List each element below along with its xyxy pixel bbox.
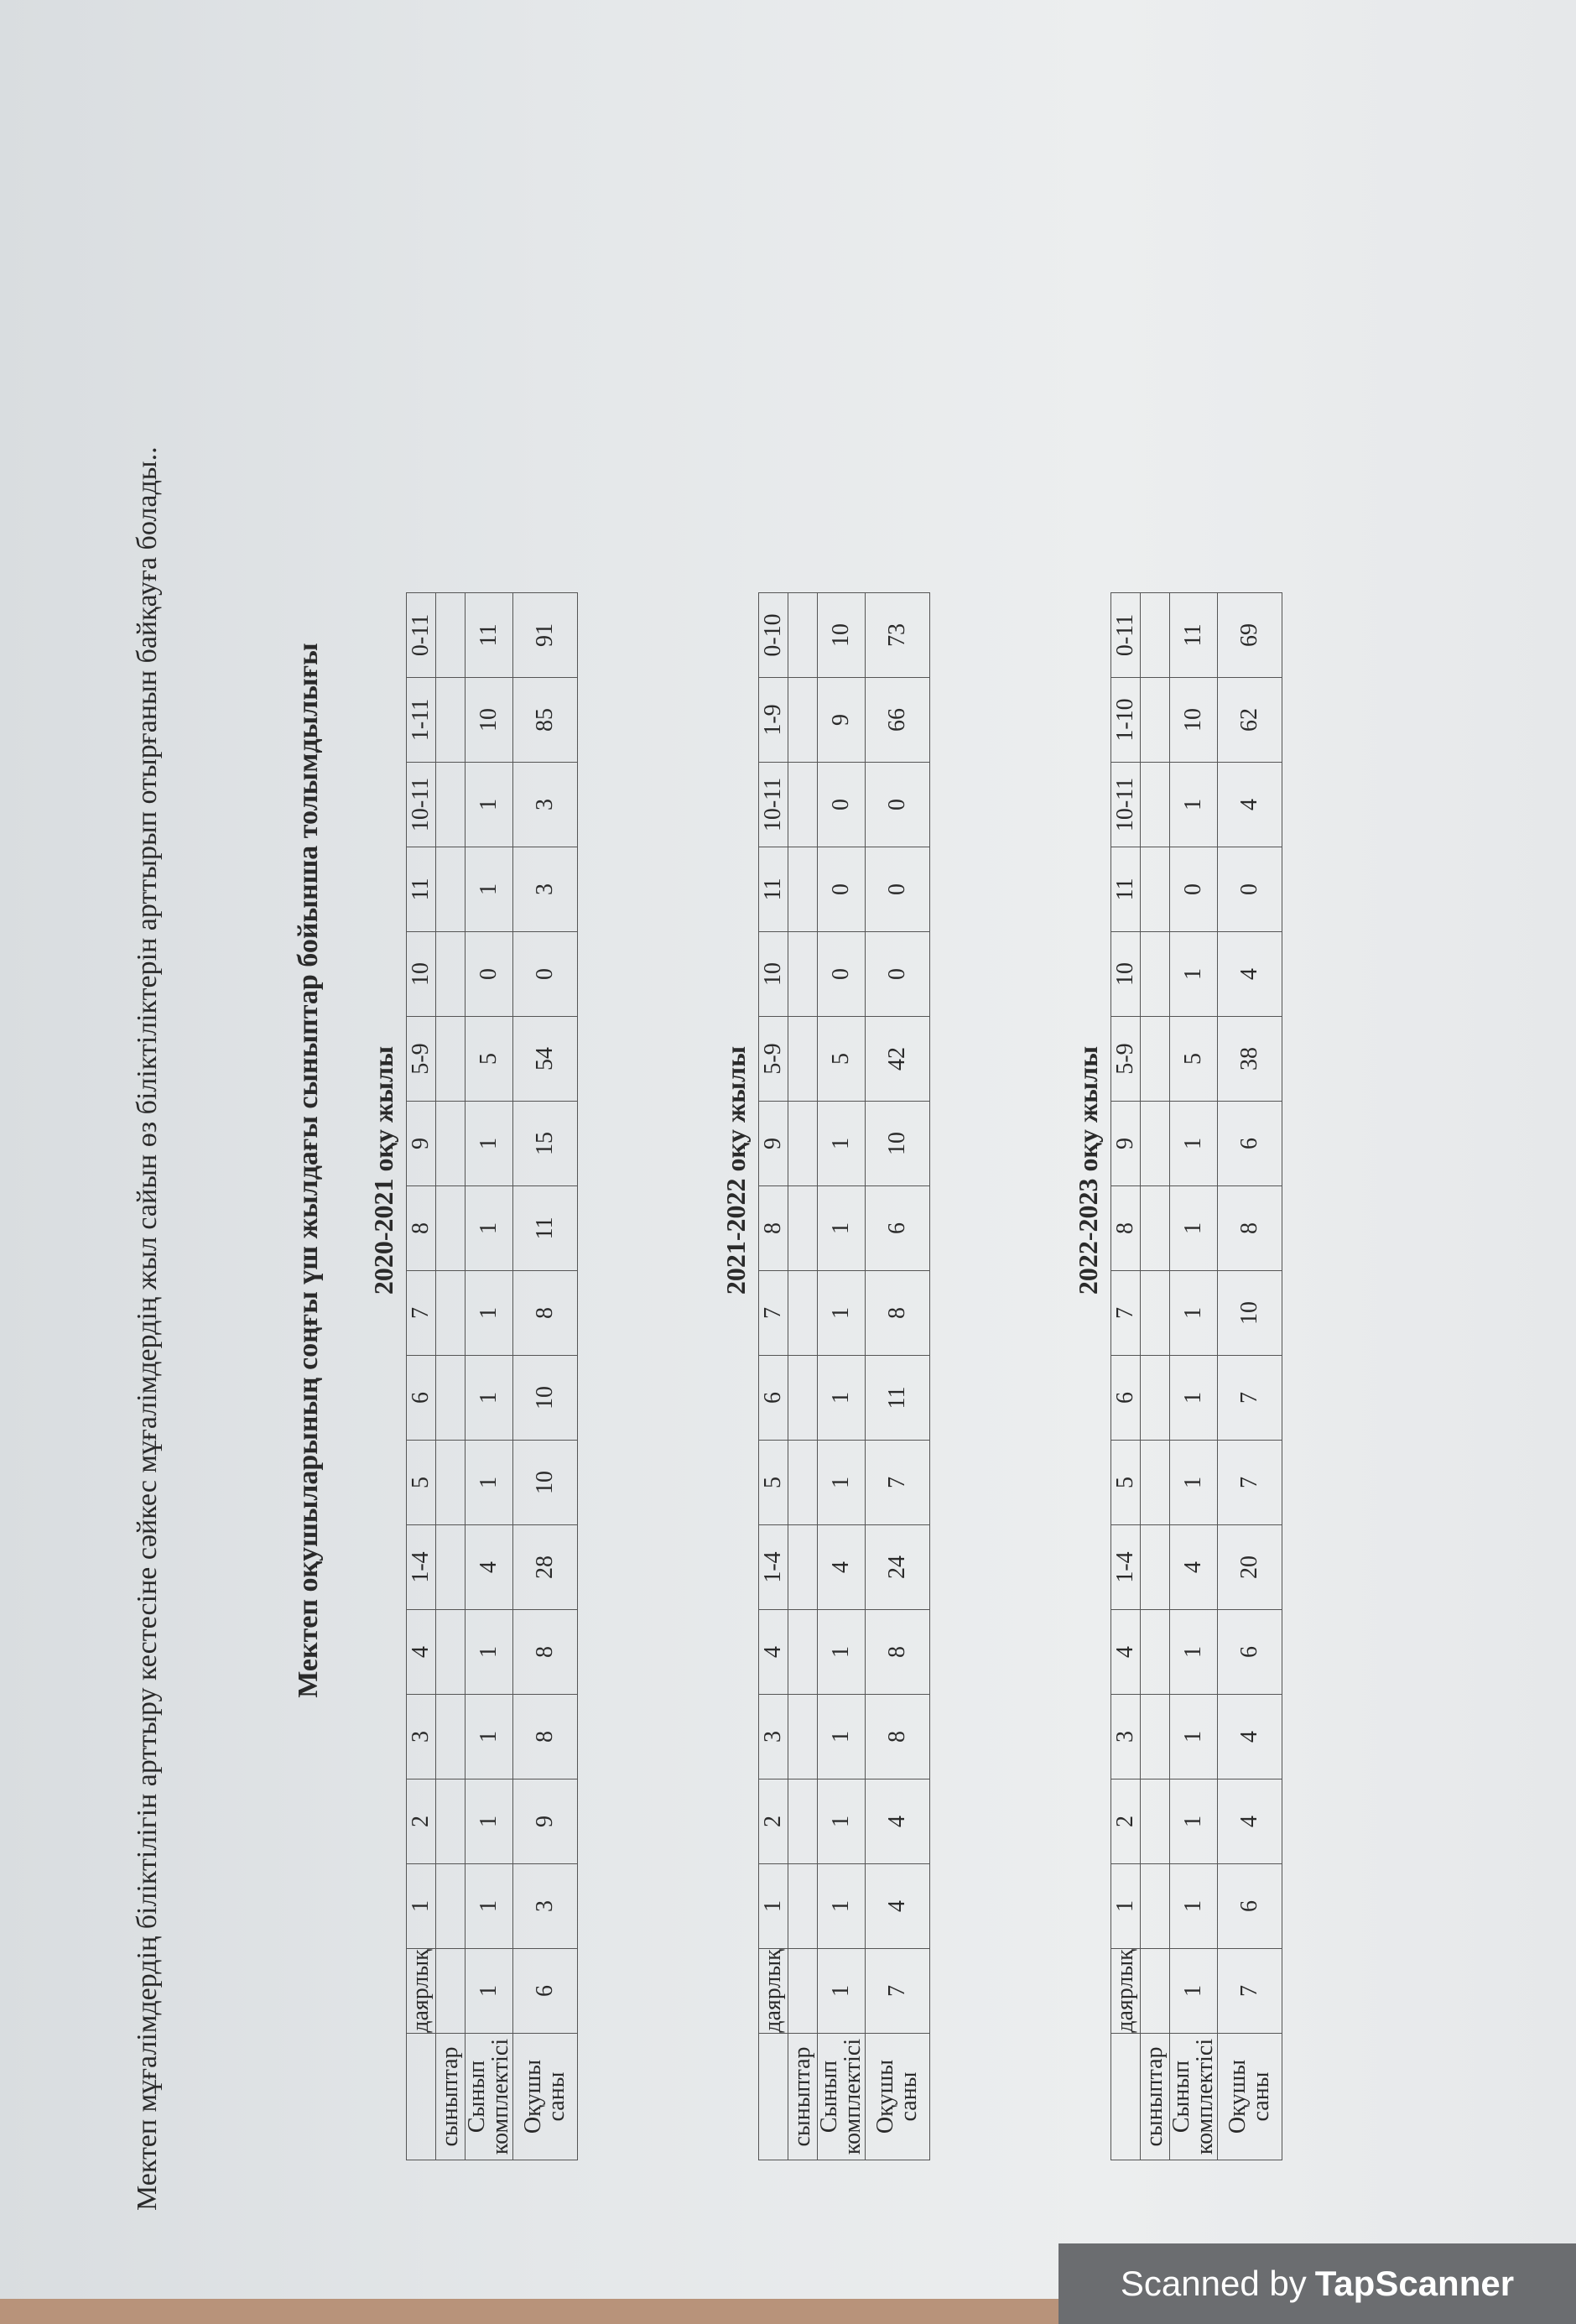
header-cell: 4	[407, 1610, 436, 1695]
complect-cell	[788, 1610, 818, 1695]
complect-cell: 1	[818, 1441, 866, 1525]
students-table-2020	[406, 592, 578, 2160]
header-cell: 10	[759, 932, 788, 1017]
header-cell: 10-11	[759, 763, 788, 847]
students-cell: 0	[866, 763, 930, 847]
complect-cell	[788, 1102, 818, 1186]
students-cell: 73	[866, 593, 930, 678]
complect-cell	[436, 1779, 466, 1864]
students-cell: 6	[1218, 1610, 1282, 1695]
header-cell: 5	[759, 1441, 788, 1525]
students-cell: 7	[866, 1441, 930, 1525]
complect-cell	[436, 1102, 466, 1186]
complect-cell: 1	[466, 1949, 513, 2034]
header-cell: 9	[759, 1102, 788, 1186]
complect-cell: 1	[1170, 1949, 1218, 2034]
students-table-2022	[1110, 592, 1282, 2160]
corner-cell	[759, 2034, 788, 2160]
complect-cell: 0	[818, 847, 866, 932]
students-cell: 3	[513, 763, 578, 847]
header-cell: 11	[1111, 847, 1141, 932]
complect-cell: 1	[1170, 932, 1218, 1017]
students-cell: 28	[513, 1525, 578, 1610]
students-cell: 20	[1218, 1525, 1282, 1610]
students-cell: 9	[513, 1779, 578, 1864]
complect-cell	[436, 763, 466, 847]
students-cell: 66	[866, 678, 930, 763]
complect-cell	[1141, 1949, 1170, 2034]
students-cell: 38	[1218, 1017, 1282, 1102]
students-cell: 8	[513, 1610, 578, 1695]
intro-text: Мектеп мұғалімдердің біліктілігін арттыру кестесіне сәйкес мұғалімдердің жыл сайын өз біліктіліктерін арттырып отырғанын байқауға болады..	[132, 446, 163, 2211]
complect-cell	[436, 1610, 466, 1695]
students-cell: 0	[866, 847, 930, 932]
table-row	[788, 593, 818, 2160]
complect-cell	[1141, 1017, 1170, 1102]
complect-cell	[788, 1695, 818, 1779]
header-cell: 10-11	[407, 763, 436, 847]
students-cell: 3	[513, 1864, 578, 1949]
students-cell: 6	[866, 1186, 930, 1271]
header-cell: 1	[1111, 1864, 1141, 1949]
complect-cell	[788, 1271, 818, 1356]
complect-cell: 1	[466, 1102, 513, 1186]
complect-cell: 1	[818, 1779, 866, 1864]
complect-cell: 1	[466, 1610, 513, 1695]
rotated-content	[117, 80, 1525, 2261]
complect-cell	[436, 1525, 466, 1610]
complect-cell: 1	[466, 1271, 513, 1356]
complect-cell: 1	[466, 1356, 513, 1441]
students-cell: 3	[513, 847, 578, 932]
students-cell: 7	[1218, 1949, 1282, 2034]
complect-cell: 10	[1170, 678, 1218, 763]
complect-cell: 10	[466, 678, 513, 763]
complect-cell: 1	[1170, 1610, 1218, 1695]
complect-cell	[1141, 932, 1170, 1017]
complect-cell: 1	[466, 1186, 513, 1271]
header-cell: 11	[407, 847, 436, 932]
complect-cell: 0	[466, 932, 513, 1017]
row-label: сыныптар	[1141, 2034, 1170, 2160]
complect-cell: 5	[466, 1017, 513, 1102]
complect-cell	[1141, 1610, 1170, 1695]
header-cell: 8	[1111, 1186, 1141, 1271]
students-cell: 7	[1218, 1441, 1282, 1525]
students-cell: 4	[866, 1779, 930, 1864]
complect-cell: 1	[1170, 1441, 1218, 1525]
row-label: Сынып комплектісі	[818, 2034, 866, 2160]
header-cell: 2	[407, 1779, 436, 1864]
complect-cell	[788, 593, 818, 678]
year-title-2022: 2022-2023 оқу жылы	[1073, 1045, 1103, 1295]
header-cell: 2	[759, 1779, 788, 1864]
complect-cell	[788, 678, 818, 763]
complect-cell: 1	[818, 1864, 866, 1949]
complect-cell	[436, 678, 466, 763]
header-cell: 10	[407, 932, 436, 1017]
table-header-row	[759, 593, 788, 2160]
students-cell: 8	[866, 1271, 930, 1356]
complect-cell: 1	[466, 1779, 513, 1864]
header-cell: даярлық	[1111, 1949, 1141, 2034]
complect-cell: 1	[818, 1186, 866, 1271]
complect-cell: 5	[1170, 1017, 1218, 1102]
complect-cell: 4	[818, 1525, 866, 1610]
complect-cell: 1	[1170, 1864, 1218, 1949]
students-cell: 91	[513, 593, 578, 678]
complect-cell	[788, 932, 818, 1017]
complect-cell: 1	[818, 1102, 866, 1186]
complect-cell	[1141, 593, 1170, 678]
students-cell: 4	[1218, 932, 1282, 1017]
students-cell: 8	[513, 1271, 578, 1356]
complect-cell: 1	[1170, 1779, 1218, 1864]
students-cell: 0	[866, 932, 930, 1017]
complect-cell	[1141, 1102, 1170, 1186]
header-cell: 1-9	[759, 678, 788, 763]
students-cell: 6	[513, 1949, 578, 2034]
students-table-2021	[758, 592, 930, 2160]
complect-cell: 9	[818, 678, 866, 763]
complect-cell: 1	[818, 1695, 866, 1779]
complect-cell	[788, 1356, 818, 1441]
students-cell: 8	[866, 1610, 930, 1695]
complect-cell: 4	[1170, 1525, 1218, 1610]
students-cell: 8	[1218, 1186, 1282, 1271]
table-row	[866, 593, 930, 2160]
complect-cell	[436, 932, 466, 1017]
header-cell: 5-9	[1111, 1017, 1141, 1102]
complect-cell	[1141, 1695, 1170, 1779]
complect-cell: 1	[1170, 1102, 1218, 1186]
complect-cell	[788, 1525, 818, 1610]
complect-cell: 1	[1170, 1186, 1218, 1271]
complect-cell	[1141, 1356, 1170, 1441]
year-title-2021: 2021-2022 оқу жылы	[720, 1045, 751, 1295]
row-label: сыныптар	[436, 2034, 466, 2160]
complect-cell	[1141, 763, 1170, 847]
header-cell: 1-4	[1111, 1525, 1141, 1610]
header-cell: 1-10	[1111, 678, 1141, 763]
header-cell: 0-11	[1111, 593, 1141, 678]
header-cell: 5-9	[407, 1017, 436, 1102]
students-cell: 6	[1218, 1864, 1282, 1949]
complect-cell: 0	[1170, 847, 1218, 932]
header-cell: 6	[1111, 1356, 1141, 1441]
header-cell: 1	[759, 1864, 788, 1949]
complect-cell: 0	[818, 932, 866, 1017]
header-cell: 6	[759, 1356, 788, 1441]
complect-cell	[788, 763, 818, 847]
complect-cell: 1	[1170, 1271, 1218, 1356]
header-cell: 7	[1111, 1271, 1141, 1356]
students-cell: 10	[866, 1102, 930, 1186]
header-cell: 4	[1111, 1610, 1141, 1695]
complect-cell	[1141, 1864, 1170, 1949]
students-cell: 24	[866, 1525, 930, 1610]
header-cell: 6	[407, 1356, 436, 1441]
page-title: Мектеп оқушыларының соңғы үш жылдағы сыныптар бойынша толымдылығы	[293, 643, 324, 1698]
header-cell: 8	[407, 1186, 436, 1271]
header-cell: 4	[759, 1610, 788, 1695]
complect-cell: 1	[466, 1695, 513, 1779]
complect-cell: 1	[818, 1949, 866, 2034]
header-cell: даярлық	[407, 1949, 436, 2034]
students-cell: 4	[1218, 1695, 1282, 1779]
header-cell: 1-11	[407, 678, 436, 763]
complect-cell: 10	[818, 593, 866, 678]
complect-cell: 11	[1170, 593, 1218, 678]
header-cell: 1-4	[759, 1525, 788, 1610]
complect-cell: 11	[466, 593, 513, 678]
header-cell: 8	[759, 1186, 788, 1271]
table-row	[1141, 593, 1170, 2160]
complect-cell: 1	[466, 847, 513, 932]
students-cell: 10	[1218, 1271, 1282, 1356]
header-cell: 0-10	[759, 593, 788, 678]
complect-cell	[788, 1949, 818, 2034]
table-row	[466, 593, 513, 2160]
students-cell: 8	[513, 1695, 578, 1779]
students-cell: 15	[513, 1102, 578, 1186]
complect-cell	[436, 593, 466, 678]
complect-cell	[436, 1271, 466, 1356]
row-label: сыныптар	[788, 2034, 818, 2160]
students-cell: 85	[513, 678, 578, 763]
complect-cell	[788, 1017, 818, 1102]
header-cell: 3	[1111, 1695, 1141, 1779]
complect-cell	[788, 847, 818, 932]
students-cell: 11	[866, 1356, 930, 1441]
complect-cell	[436, 1017, 466, 1102]
header-cell: 7	[759, 1271, 788, 1356]
complect-cell: 1	[466, 1441, 513, 1525]
corner-cell	[407, 2034, 436, 2160]
students-cell: 42	[866, 1017, 930, 1102]
complect-cell	[1141, 847, 1170, 932]
students-cell: 0	[1218, 847, 1282, 932]
complect-cell	[436, 1441, 466, 1525]
complect-cell	[436, 1949, 466, 2034]
complect-cell	[1141, 1186, 1170, 1271]
table-header-row	[1111, 593, 1141, 2160]
complect-cell: 5	[818, 1017, 866, 1102]
complect-cell	[436, 1356, 466, 1441]
header-cell: 3	[407, 1695, 436, 1779]
table-row	[818, 593, 866, 2160]
table-row	[1218, 593, 1282, 2160]
complect-cell	[788, 1779, 818, 1864]
header-cell: 7	[407, 1271, 436, 1356]
table-header-row	[407, 593, 436, 2160]
complect-cell	[436, 847, 466, 932]
complect-cell: 1	[818, 1356, 866, 1441]
header-cell: даярлық	[759, 1949, 788, 2034]
complect-cell: 0	[818, 763, 866, 847]
row-label: Оқушы саны	[513, 2034, 578, 2160]
header-cell: 0-11	[407, 593, 436, 678]
row-label: Сынып комплектісі	[1170, 2034, 1218, 2160]
students-cell: 4	[866, 1864, 930, 1949]
students-cell: 69	[1218, 593, 1282, 678]
students-cell: 7	[866, 1949, 930, 2034]
complect-cell	[788, 1441, 818, 1525]
complect-cell: 1	[466, 1864, 513, 1949]
complect-cell: 1	[1170, 1356, 1218, 1441]
header-cell: 5	[407, 1441, 436, 1525]
header-cell: 10	[1111, 932, 1141, 1017]
complect-cell: 1	[466, 763, 513, 847]
table-row	[1170, 593, 1218, 2160]
header-cell: 1-4	[407, 1525, 436, 1610]
watermark-brand: TapScanner	[1314, 2264, 1515, 2303]
header-cell: 5-9	[759, 1017, 788, 1102]
complect-cell: 1	[818, 1610, 866, 1695]
complect-cell: 1	[818, 1271, 866, 1356]
complect-cell	[436, 1186, 466, 1271]
students-cell: 4	[1218, 763, 1282, 847]
header-cell: 3	[759, 1695, 788, 1779]
complect-cell	[1141, 1525, 1170, 1610]
complect-cell	[1141, 1441, 1170, 1525]
header-cell: 11	[759, 847, 788, 932]
row-label: Оқушы саны	[866, 2034, 930, 2160]
students-cell: 0	[513, 932, 578, 1017]
complect-cell: 1	[1170, 763, 1218, 847]
complect-cell	[788, 1186, 818, 1271]
students-cell: 10	[513, 1356, 578, 1441]
complect-cell	[1141, 1779, 1170, 1864]
students-cell: 54	[513, 1017, 578, 1102]
students-cell: 10	[513, 1441, 578, 1525]
students-cell: 8	[866, 1695, 930, 1779]
complect-cell: 4	[466, 1525, 513, 1610]
students-cell: 11	[513, 1186, 578, 1271]
complect-cell	[1141, 1271, 1170, 1356]
table-row	[513, 593, 578, 2160]
header-cell: 2	[1111, 1779, 1141, 1864]
complect-cell	[436, 1864, 466, 1949]
header-cell: 9	[1111, 1102, 1141, 1186]
row-label: Оқушы саны	[1218, 2034, 1282, 2160]
students-cell: 7	[1218, 1356, 1282, 1441]
students-cell: 62	[1218, 678, 1282, 763]
header-cell: 5	[1111, 1441, 1141, 1525]
header-cell: 1	[407, 1864, 436, 1949]
header-cell: 10-11	[1111, 763, 1141, 847]
students-cell: 6	[1218, 1102, 1282, 1186]
complect-cell	[1141, 678, 1170, 763]
scanner-watermark	[1058, 2243, 1576, 2324]
complect-cell	[788, 1864, 818, 1949]
watermark-prefix: Scanned by	[1120, 2264, 1307, 2303]
row-label: Сынып комплектісі	[466, 2034, 513, 2160]
complect-cell	[436, 1695, 466, 1779]
complect-cell: 1	[1170, 1695, 1218, 1779]
year-title-2020: 2020-2021 оқу жылы	[368, 1045, 398, 1295]
header-cell: 9	[407, 1102, 436, 1186]
table-row	[436, 593, 466, 2160]
corner-cell	[1111, 2034, 1141, 2160]
students-cell: 4	[1218, 1779, 1282, 1864]
